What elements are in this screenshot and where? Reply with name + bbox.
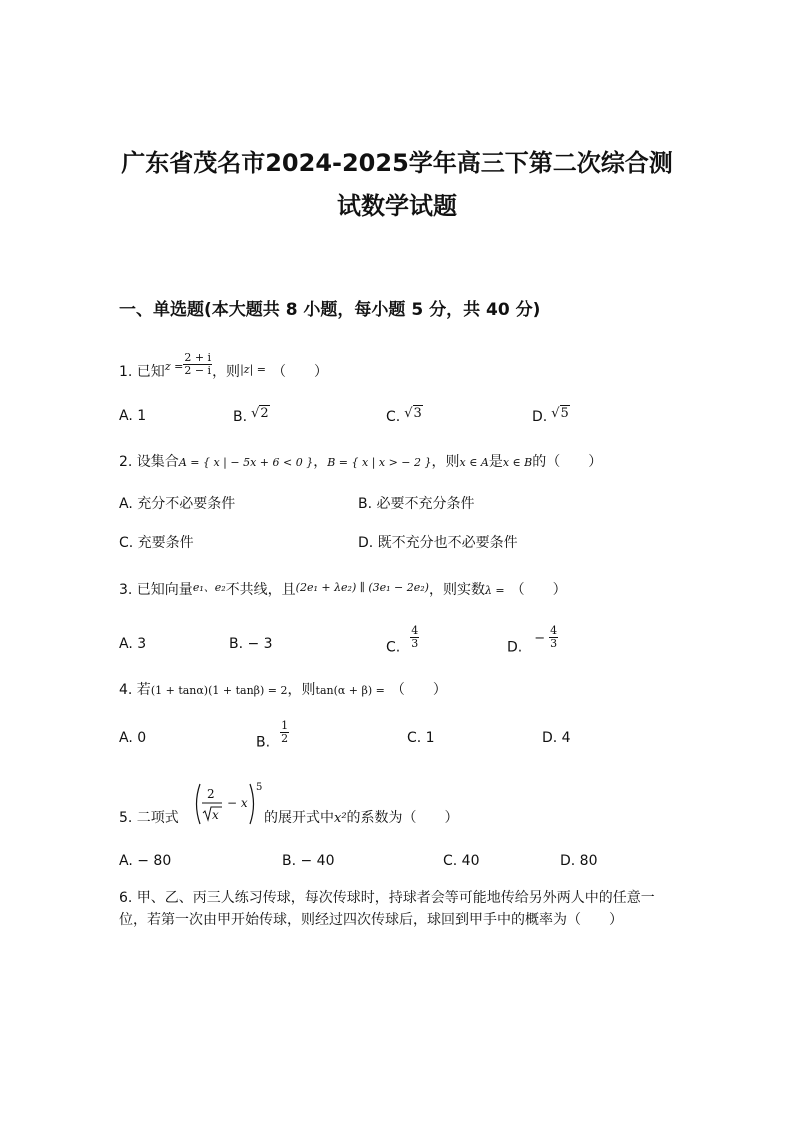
q4-option-b-label: B. [256,734,271,751]
q4-mid: ，则 [287,682,316,698]
q5-option-c: C. 40 [443,853,480,869]
question-6: 6. 甲、乙、丙三人练习传球，每次传球时，持球者会等可能地传给另外两人中的任意一位，若第一次由甲开始传球，则经过四次传球后，球回到甲手中的概率为（ ） [119,890,655,928]
q2-set-b: B = { x | x > − 2 } [327,456,432,469]
q4-option-c: C. 1 [407,730,435,746]
q3-vectors: e₁、e₂ [192,581,226,594]
q4-prefix: 4. 若 [119,682,151,698]
q3-d-num: 4 [550,624,558,637]
q1-prefix: 1. 已知 [119,364,165,380]
page-title-line-1: 广东省茂名市2024-2025学年高三下第二次综合测 [121,149,673,177]
q1-option-d-label: D. [532,409,548,425]
q3-option-d-label: D. [507,639,523,656]
q5-x2: x² [334,811,347,826]
q5-radicand: x [212,808,219,822]
q1-option-b-radicand: 2 [260,406,269,421]
q4-b-num: 1 [281,719,289,732]
q2-cond-1: x ∈ A [459,456,489,469]
q5-tail: 的系数为（ ） [346,810,459,826]
q1-option-c-radicand: 3 [413,406,422,421]
q3-tail: ，则实数 [428,582,485,598]
q3-option-d [507,625,558,656]
q2-cond-2: x ∈ B [502,456,533,469]
q1-option-c [386,406,423,425]
q1-option-d [532,406,570,425]
q2-option-c: C. 充要条件 [119,535,194,551]
q5-option-b: B. − 40 [282,853,335,869]
q2-prefix: 2. 设集合 [119,454,179,470]
q4-paren: （ ） [390,682,447,698]
q5-binomial [192,778,264,830]
q2-option-b: B. 必要不充分条件 [358,496,475,512]
q3-option-b: B. − 3 [229,636,273,652]
q3-prefix: 3. 已知向量 [119,582,193,598]
q1-option-c-label: C. [386,409,401,425]
q1-frac-num: 2 + i [184,351,212,364]
q3-d-den: 3 [550,637,558,650]
q2-is: 是 [488,454,503,470]
q1-paren: （ ） [271,364,328,380]
q3-lambda: λ = [484,584,505,597]
question-2 [119,452,602,473]
q1-option-b-label: B. [233,409,248,425]
q1-mid: ，则 [212,364,241,380]
section-heading: 一、单选题(本大题共 8 小题，每小题 5 分，共 40 分) [119,300,541,320]
q2-option-d: D. 既不充分也不必要条件 [358,535,518,551]
q1-option-b [233,406,270,425]
q3-paren: （ ） [510,582,567,598]
q3-c-num: 4 [411,624,419,637]
q5-left-paren [197,784,201,824]
q5-minus-x: − x [227,796,248,810]
q1-abs-z: |z| = [240,363,266,376]
q4-option-b-fraction [280,720,289,745]
question-1 [119,352,328,382]
q4-expression-2: tan(α + β) = [315,684,385,697]
question-4 [119,680,447,701]
q3-expression: (2e₁ + λe₂) ∥ (3e₁ − 2e₂) [295,581,429,594]
q3-option-a: A. 3 [119,636,147,652]
q2-option-a: A. 充分不必要条件 [119,496,236,512]
q3-option-d-fraction [549,625,558,650]
q2-sep: ， [313,454,328,470]
q2-set-a: A = { x | − 5x + 6 < 0 } [178,456,314,469]
q1-option-c-sqrt: √3 [404,406,422,421]
q5-option-d: D. 80 [560,853,598,869]
q3-option-c-label: C. [386,639,401,656]
q4-expression: (1 + tanα)(1 + tanβ) = 2 [150,684,288,697]
q3-option-d-sign: − [534,630,546,646]
q1-option-a: A. 1 [119,408,147,424]
q3-c-den: 3 [411,637,419,650]
q5-right-paren [250,784,254,824]
q3-mid: 不共线，且 [225,582,296,598]
q4-option-d: D. 4 [542,730,571,746]
q2-tail: 的（ ） [532,454,603,470]
q4-b-den: 2 [281,732,289,745]
q1-option-d-sqrt: √5 [551,406,569,421]
q3-option-c [386,625,419,656]
q4-option-b [256,720,289,751]
q4-option-a: A. 0 [119,730,147,746]
q1-z-eq: z = [164,360,184,373]
q5-binomial-svg [192,778,264,830]
q1-option-d-radicand: 5 [560,406,569,421]
q1-frac-den: 2 − i [184,364,212,377]
q2-mid: ，则 [431,454,460,470]
q5-power: 5 [256,782,263,793]
q5-frac-num: 2 [207,787,215,801]
q3-option-c-fraction [410,625,419,650]
q5-mid: 的展开式中 [264,810,334,826]
q5-option-a: A. − 80 [119,853,172,869]
page-title-line-2: 试数学试题 [337,192,457,220]
question-3 [119,578,567,601]
q1-option-b-sqrt: √2 [251,406,269,421]
q1-fraction [183,352,212,377]
question-5-tail [264,808,459,829]
question-5-label: 5. 二项式 [119,810,179,826]
